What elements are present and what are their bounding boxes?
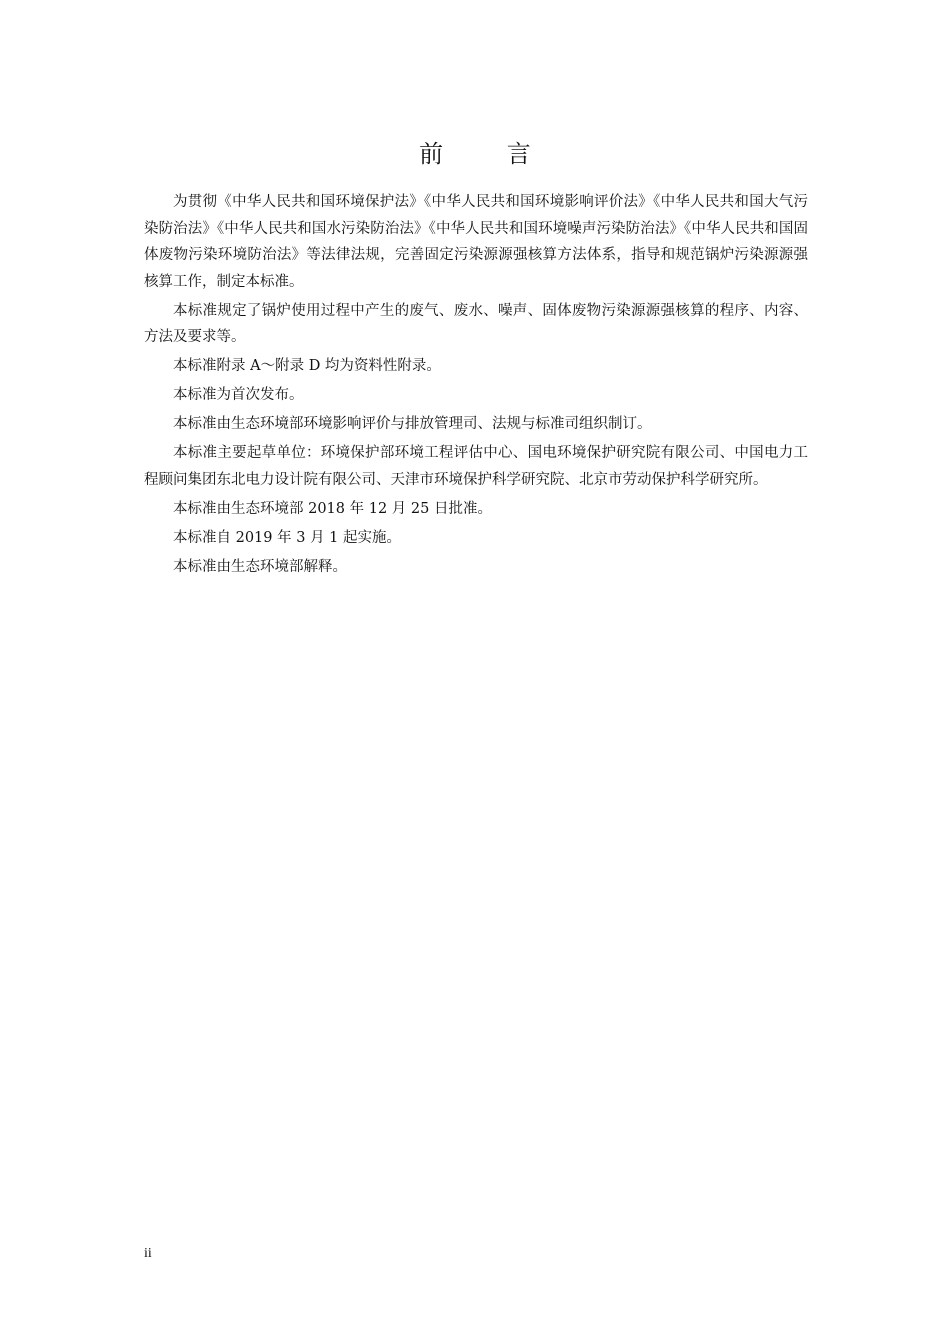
paragraph-organizer: 本标准由生态环境部环境影响评价与排放管理司、法规与标准司组织制订。 <box>173 416 652 432</box>
page-number: ii <box>144 1246 152 1261</box>
paragraph-purpose: 为贯彻《中华人民共和国环境保护法》《中华人民共和国环境影响评价法》《中华人民共和国大气污染防治法》《中华人民共和国水污染防治法》《中华人民共和国环境噪声污染防治法》《中华人民共和国固体废物污染环境防治法》等法律法规，完善固定污染源源强核算方法体系，指导和规范锅炉污染源源强核算工作，制定本标准。 <box>144 194 808 290</box>
paragraph-first-release: 本标准为首次发布。 <box>173 387 304 403</box>
paragraph-drafting-units: 本标准主要起草单位：环境保护部环境工程评估中心、国电环境保护研究院有限公司、中国电力工程顾问集团东北电力设计院有限公司、天津市环境保护科学研究院、北京市劳动保护科学研究所。 <box>144 445 808 488</box>
paragraph-interpretation: 本标准由生态环境部解释。 <box>173 558 347 575</box>
paragraph-approval-date: 本标准由生态环境部 2018 年 12 月 25 日批准。 <box>173 500 492 517</box>
paragraph-scope: 本标准规定了锅炉使用过程中产生的废气、废水、噪声、固体废物污染源源强核算的程序、内容、方法及要求等。 <box>144 302 808 345</box>
paragraph-appendix: 本标准附录 A～附录 D 均为资料性附录。 <box>173 358 441 374</box>
foreword-body <box>144 189 808 583</box>
page-title: 前 言 <box>419 140 559 168</box>
paragraph-effective-date: 本标准自 2019 年 3 月 1 起实施。 <box>173 529 402 546</box>
